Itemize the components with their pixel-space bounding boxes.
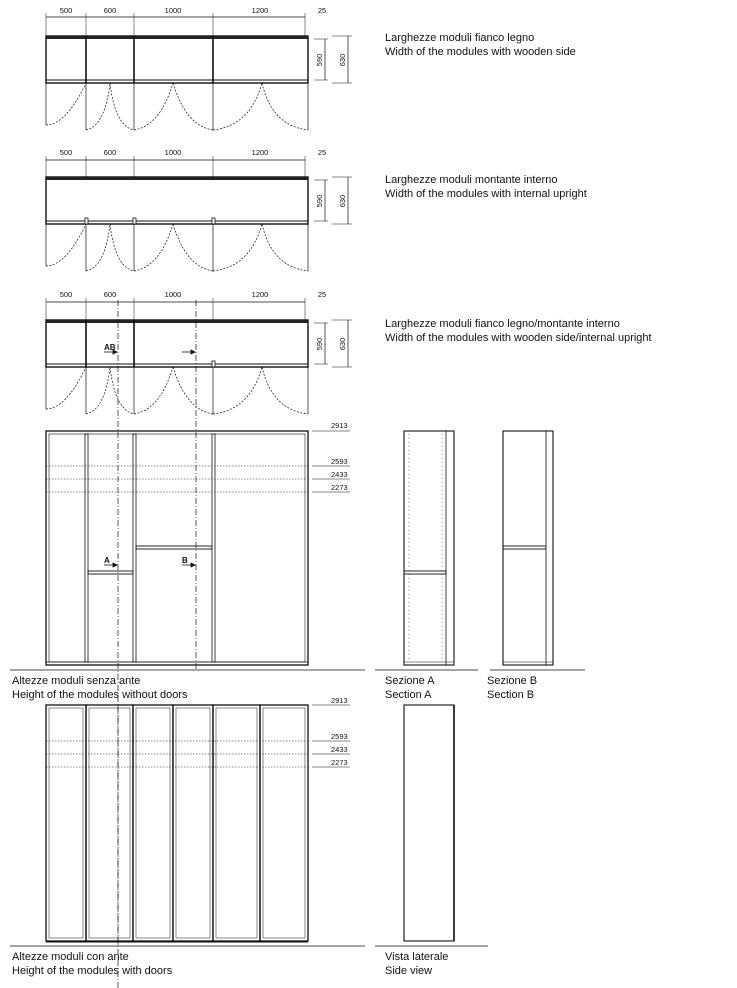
caption-italian: Larghezze moduli fianco legno	[385, 32, 535, 44]
width-label: 600	[103, 6, 117, 15]
width-label: 1000	[164, 290, 182, 299]
depth-label: 590	[315, 194, 324, 208]
caption-english: Section A	[385, 689, 432, 701]
width-label: 500	[59, 148, 73, 157]
width-label: 1200	[251, 148, 269, 157]
level-guides	[46, 741, 308, 767]
caption-italian: Sezione B	[487, 675, 538, 687]
door-panels	[46, 705, 308, 942]
caption-english: Width of the modules with wooden side/internal upright	[385, 332, 652, 344]
door-swings	[46, 83, 308, 130]
width-dimension-line	[46, 148, 326, 177]
level-label: 2913	[331, 696, 348, 705]
elevation-without-doors	[10, 421, 365, 701]
plan-outline	[46, 177, 308, 224]
width-dimension-line	[46, 290, 326, 320]
caption-english: Side view	[385, 965, 433, 977]
door-swings	[46, 367, 308, 414]
depth-label: 590	[315, 337, 324, 351]
caption-italian: Larghezze moduli montante interno	[385, 174, 558, 186]
section-mark-label: AB	[104, 343, 116, 352]
caption-italian: Sezione A	[385, 675, 435, 687]
depth-label: 590	[315, 53, 324, 67]
width-label: 500	[59, 290, 73, 299]
caption-italian: Altezze moduli senza ante	[12, 675, 141, 687]
width-label: 25	[317, 6, 327, 15]
depth-dimension	[314, 36, 352, 83]
section-arrows	[104, 350, 195, 354]
width-label: 1200	[251, 6, 269, 15]
section-mark-a: A	[104, 556, 110, 565]
door-swings	[46, 224, 308, 271]
width-label: 1000	[164, 148, 182, 157]
side-view	[375, 705, 488, 977]
height-levels	[312, 421, 350, 492]
level-label: 2913	[331, 421, 348, 430]
width-label: 1000	[164, 6, 182, 15]
depth-label: 630	[338, 194, 347, 208]
depth-label: 630	[338, 53, 347, 67]
width-dimension-line	[46, 6, 326, 36]
level-label: 2273	[331, 758, 348, 767]
caption-italian: Larghezze moduli fianco legno/montante interno	[385, 318, 620, 330]
width-label: 600	[103, 290, 117, 299]
width-label: 600	[103, 148, 117, 157]
section-a-view	[375, 431, 478, 701]
level-label: 2593	[331, 732, 348, 741]
section-mark-b: B	[182, 556, 188, 565]
depth-dimension	[314, 177, 352, 224]
caption-english: Height of the modules with doors	[12, 965, 173, 977]
caption-italian: Vista laterale	[385, 951, 449, 963]
height-levels	[312, 696, 350, 767]
plan-view-wooden-side	[46, 6, 576, 130]
width-label: 25	[317, 290, 327, 299]
level-label: 2593	[331, 457, 348, 466]
caption-english: Width of the modules with wooden side	[385, 46, 576, 58]
caption-english: Width of the modules with internal upright	[385, 188, 587, 200]
depth-label: 630	[338, 337, 347, 351]
caption-english: Height of the modules without doors	[12, 689, 188, 701]
width-label: 1200	[251, 290, 269, 299]
elevation-with-doors	[10, 696, 365, 977]
caption-italian: Altezze moduli con ante	[12, 951, 129, 963]
level-label: 2273	[331, 483, 348, 492]
level-label: 2433	[331, 470, 348, 479]
plan-view-wooden-side-internal-upright	[46, 290, 652, 988]
caption-english: Section B	[487, 689, 535, 701]
width-label: 25	[317, 148, 327, 157]
width-label: 500	[59, 6, 73, 15]
plan-outline	[46, 320, 308, 367]
level-label: 2433	[331, 745, 348, 754]
depth-dimension	[314, 320, 352, 367]
section-cut-lines	[118, 300, 196, 988]
plan-view-internal-upright	[46, 148, 587, 271]
section-b-view	[487, 431, 585, 701]
plan-outline	[46, 36, 308, 83]
